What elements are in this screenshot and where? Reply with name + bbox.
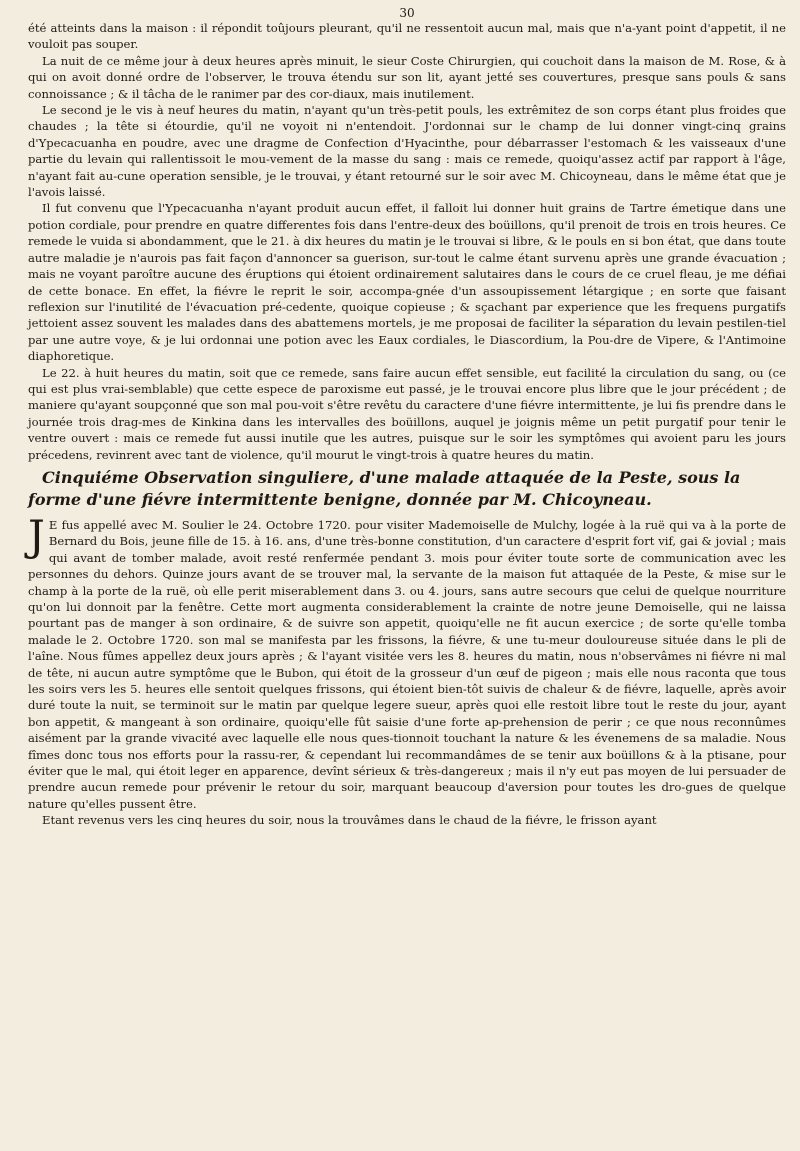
- paragraph-4: Il fut convenu que l'Ypecacuanha n'ayant produit aucun effet, il falloit lui donner huit grains de Tartre émetique dans une potion cordiale, pour prendre en quatre differentes fois dans l'entre-deux des boüillons, qu'il prenoit de trois en trois heures. Ce remede le vuida si abondamment, que le 21. à dix heures du matin je le trouvai si libre, & le pouls en si bon état, que dans toute autre maladie je n'aurois pas fait façon d'annoncer sa guerison, sur-tout le calme étant survenu après une grande évacuation ; mais ne voyant paroître aucune des éruptions qui étoient ordinairement salutaires dans le cours de ce cruel fleau, je me défiai de cette bonace. En effet, la fiévre le reprit le soir, accompa-gnée d'un assoupissement létargique ; en sorte que faisant reflexion sur l'inutilité de l'évacuation pré-cedente, quoique copieuse ; & sçachant par experience que les frequens purgatifs jettoient assez souvent les malades dans des abattemens mortels, je me proposai de faciliter la séparation du levain pestilen-tiel par une autre voye, & je lui ordonnai une potion avec les Eaux cordiales, le Diascordium, la Pou-dre de Vipere, & l'Antimoine diaphoretique.: [28, 201, 786, 364]
- section-heading: Cinquiéme Observation singuliere, d'une malade attaquée de la Peste, sous la forme d'une fiévre intermittente benigne, donnée par M. Chicoyneau.: [28, 467, 741, 509]
- paragraph-1: été atteints dans la maison : il répondit toûjours pleurant, qu'il ne ressentoit aucun mal, mais que n'a-yant point d'appetit, il ne vouloit pas souper.: [28, 21, 786, 52]
- paragraph-3: Le second je le vis à neuf heures du matin, n'ayant qu'un très-petit pouls, les extrêmitez de son corps étant plus froides que chaudes ; la tête si étourdie, qu'il ne voyoit ni n'entendoit. J'ordonnai sur le champ de lui donner vingt-cinq grains d'Ypecacuanha en poudre, avec une dragme de Confection d'Hyacinthe, pour débarrasser l'estomach & les vaisseaux d'une partie du levain qui rallentissoit le mou-vement de la masse du sang : mais ce remede, quoiqu'assez actif par rapport à l'âge, n'ayant fait au-cune operation sensible, je le trouvai, y étant retourné sur le soir avec M. Chicoyneau, dans le même état que je l'avois laissé.: [28, 103, 786, 200]
- paragraph-2: La nuit de ce même jour à deux heures après minuit, le sieur Coste Chirurgien, qui couchoit dans la maison de M. Rose, & à qui on avoit donné ordre de l'observer, le trouva étendu sur son lit, ayant jetté ses couvertures, presque sans pouls & sans connoissance ; & il tâcha de le ranimer par des cor-diaux, mais inutilement.: [28, 53, 786, 101]
- paragraph-7: Etant revenus vers les cinq heures du soir, nous la trouvâmes dans le chaud de la fiévre, le frisson ayant: [42, 813, 657, 828]
- page-number: 30: [399, 6, 415, 20]
- drop-cap: J: [28, 510, 45, 560]
- paragraph-6: [28, 510, 786, 812]
- paragraph-6-text: E fus appellé avec M. Soulier le 24. Octobre 1720. pour visiter Mademoiselle de Mulchy, logée à la ruë qui va à la porte de Bernard du Bois, jeune fille de 15. à 16. ans, d'une très-bonne constitution, d'un caractere d'esprit fort vif, gai & jovial ; mais qui avant de tomber malade, avoit resté renfermée pendant 3. mois pour éviter toute sorte de communication avec les personnes du dehors. Quinze jours avant de se trouver mal, la servante de la maison fut attaquée de la Peste, & mise sur le champ à la porte de la ruë, où elle perit miserablement dans 3. ou 4. jours, sans autre secours que celui de quelque nourriture qu'on lui donnoit par la fenêtre. Cette mort augmenta considerablement la crainte de notre jeune Demoiselle, qui ne laissa pourtant pas de manger à son ordinaire, & de suivre son appetit, quoiqu'elle ne fit aucun exercice ; de sorte qu'elle tomba malade le 2. Octobre 1720. son mal se manifesta par les frissons, la fiévre, & une tu-meur douloureuse située dans le pli de l'aîne. Nous fûmes appellez deux jours après ; & l'ayant visitée vers les 8. heures du matin, nous n'observâmes ni fiévre ni mal de tête, ni aucun autre symptôme que le Bubon, qui étoit de la grosseur d'un œuf de pigeon ; mais elle nous raconta que tous les soirs vers les 5. heures elle sentoit quelques frissons, qui étoient bien-tôt suivis de chaleur & de fiévre, laquelle, après avoir duré toute la nuit, se terminoit sur le matin par quelque legere sueur, après quoi elle restoit libre tout le reste du jour, ayant bon appetit, & mangeant à son ordinaire, quoiqu'elle fût saisie d'une forte ap-prehension de perir ; ce que nous reconnûmes aisément par la grande vivacité avec laquelle elle nous ques-tionnoit touchant la nature & les évenemens de sa maladie. Nous fîmes donc tous nos efforts pour la rassu-rer, & cependant lui recommandâmes de se tenir aux boüillons & à la ptisane, pour éviter que le mal, qui étoit leger en apparence, devînt sérieux & très-dangereux ; mais il n'y eut pas moyen de lui persuader de prendre aucun remede pour prévenir le retour du soir, marquant beaucoup d'aversion pour toutes les dro-gues de quelque nature qu'elles pussent être.: [28, 517, 786, 811]
- paragraph-5: Le 22. à huit heures du matin, soit que ce remede, sans faire aucun effet sensible, eut facilité la circulation du sang, ou (ce qui est plus vrai-semblable) que cette espece de paroxisme eut passé, je le trouvai encore plus libre que le jour précédent ; de maniere qu'ayant soupçonné que son mal pou-voit s'être revêtu du caractere d'une fiévre intermittente, je lui fis prendre dans le journée trois drag-mes de Kinkina dans les intervalles des boüillons, auquel je joignis même un petit purgatif pour tenir le ventre ouvert : mais ce remede fut aussi inutile que les autres, puisque sur le soir les symptômes qui avoient paru les jours précedens, revinrent avec tant de violence, qu'il mourut le vingt-trois à quatre heures du matin.: [28, 365, 786, 462]
- document-page: [28, 6, 786, 829]
